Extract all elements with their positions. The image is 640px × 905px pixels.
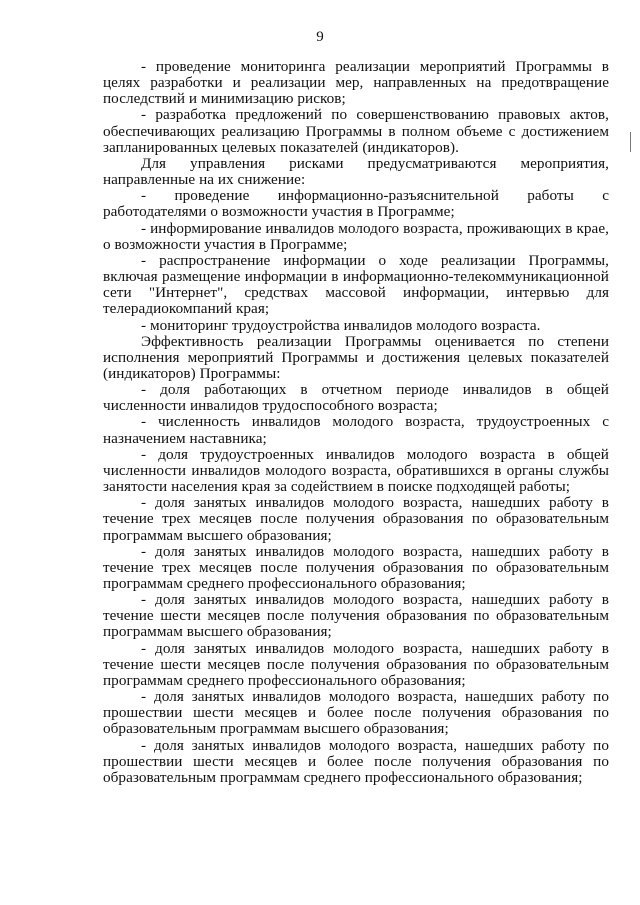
indicator-after-six-months-vocational: - доля занятых инвалидов молодого возраста, нашедших работу по прошествии шести месяцев и более после получения образования по образовательным программам среднего профессионального образования; bbox=[103, 736, 609, 786]
paragraph-effectiveness: Эффективность реализации Программы оценивается по степени исполнения мероприятий Программы и достижения целевых показателей (индикаторов) Программы: bbox=[103, 332, 609, 382]
paragraph-legal-acts: - разработка предложений по совершенствованию правовых актов, обеспечивающих реализацию Программы в полном объеме с достижением запланированных целевых показателей (индикаторов). bbox=[103, 106, 609, 156]
document-body bbox=[103, 59, 609, 786]
indicator-six-months-higher: - доля занятых инвалидов молодого возраста, нашедших работу в течение шести месяцев после получения образования по образовательным программам высшего образования; bbox=[103, 591, 609, 641]
indicator-after-six-months-higher: - доля занятых инвалидов молодого возраста, нашедших работу по прошествии шести месяцев и более после получения образования по образовательным программам высшего образования; bbox=[103, 688, 609, 738]
indicator-three-months-higher: - доля занятых инвалидов молодого возраста, нашедших работу в течение трех месяцев после получения образования по образовательным программам высшего образования; bbox=[103, 494, 609, 544]
paragraph-employment-monitoring: - мониторинг трудоустройства инвалидов молодого возраста. bbox=[141, 316, 541, 334]
indicator-six-months-vocational: - доля занятых инвалидов молодого возраста, нашедших работу в течение шести месяцев после получения образования по образовательным программам среднего профессионального образования; bbox=[103, 639, 609, 689]
page-number: 9 bbox=[316, 29, 324, 45]
paragraph-monitoring-measures: - проведение мониторинга реализации мероприятий Программы в целях разработки и реализации мер, направленных на предотвращение последствий и минимизацию рисков; bbox=[103, 58, 609, 108]
paragraph-risk-management: Для управления рисками предусматриваются мероприятия, направленные на их снижение: bbox=[103, 154, 609, 189]
margin-mark bbox=[630, 132, 631, 152]
paragraph-employer-outreach: - проведение информационно-разъяснительной работы с работодателями о возможности участия в Программе; bbox=[103, 187, 609, 221]
indicator-three-months-vocational: - доля занятых инвалидов молодого возраста, нашедших работу в течение трех месяцев после получения образования по образовательным программам среднего профессионального образования; bbox=[103, 542, 609, 592]
indicator-working-share: - доля работающих в отчетном периоде инвалидов в общей численности инвалидов трудоспособного возраста; bbox=[103, 381, 609, 415]
indicator-employed-share: - доля трудоустроенных инвалидов молодого возраста в общей численности инвалидов молодого возраста, обратившихся в органы службы занятости населения края за содействием в поиске подходящей работы; bbox=[103, 445, 609, 496]
paragraph-informing-disabled: - информирование инвалидов молодого возраста, проживающих в крае, о возможности участия в Программе; bbox=[103, 219, 609, 253]
indicator-mentor-count: - численность инвалидов молодого возраста, трудоустроенных с назначением наставника; bbox=[103, 413, 609, 447]
paragraph-information-dissemination: - распространение информации о ходе реализации Программы, включая размещение информации в информационно-телекоммуникационной сети "Интернет", средствах массовой информации, интервью для телерадиокомпаний края; bbox=[103, 251, 609, 318]
